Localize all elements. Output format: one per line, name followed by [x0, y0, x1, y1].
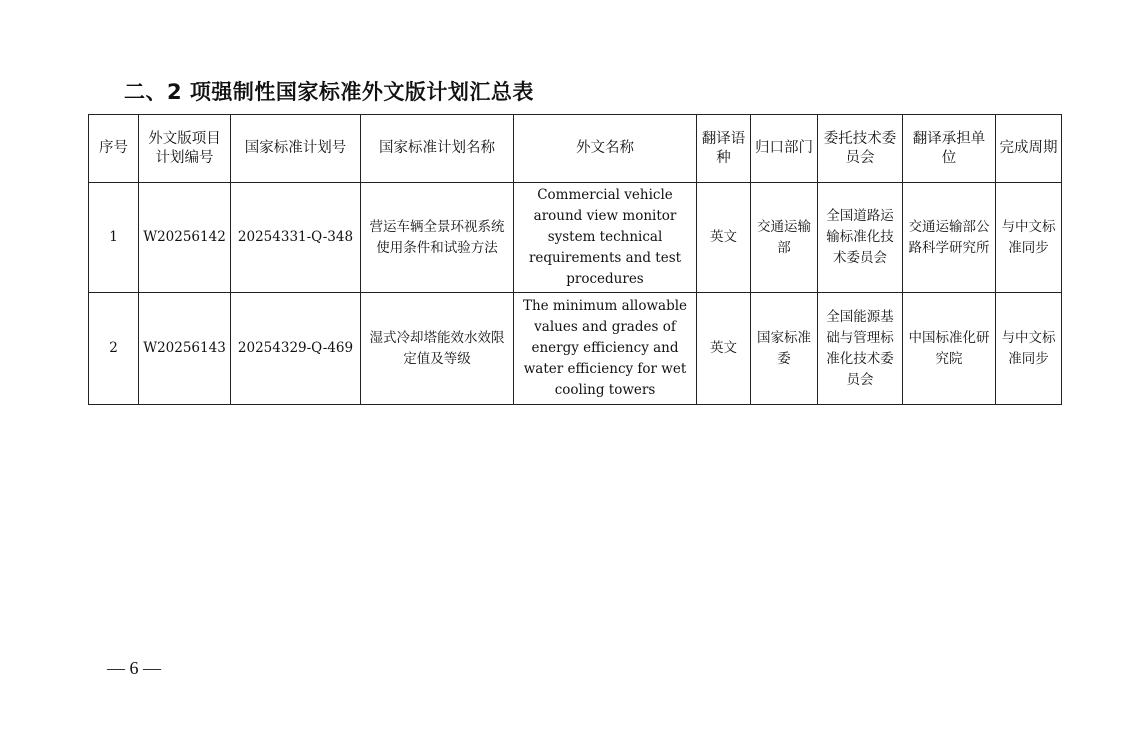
cell-plan-no: 20254331-Q-348: [231, 183, 361, 293]
cell-index: 1: [89, 183, 139, 293]
cell-committee: 全国能源基础与管理标准化技术委员会: [818, 293, 903, 405]
standards-plan-table: [88, 114, 1062, 405]
cell-project-no: W20256142: [139, 183, 231, 293]
cell-name-en: The minimum allowable values and grades of energy efficiency and water efficiency for wet cooling towers: [514, 293, 697, 405]
cell-language: 英文: [697, 293, 751, 405]
cell-department: 国家标准委: [751, 293, 818, 405]
cell-translator: 交通运输部公路科学研究所: [903, 183, 996, 293]
header-name-cn: 国家标准计划名称: [361, 115, 514, 183]
header-project-no: 外文版项目计划编号: [139, 115, 231, 183]
header-department: 归口部门: [751, 115, 818, 183]
header-plan-no: 国家标准计划号: [231, 115, 361, 183]
cell-name-cn: 湿式冷却塔能效水效限定值及等级: [361, 293, 514, 405]
cell-plan-no: 20254329-Q-469: [231, 293, 361, 405]
cell-cycle: 与中文标准同步: [996, 183, 1062, 293]
header-name-en: 外文名称: [514, 115, 697, 183]
header-cycle: 完成周期: [996, 115, 1062, 183]
cell-language: 英文: [697, 183, 751, 293]
table-row: [89, 183, 1062, 293]
page-number: — 6 —: [107, 658, 161, 678]
page-title: 二、2 项强制性国家标准外文版计划汇总表: [124, 80, 534, 104]
header-committee: 委托技术委员会: [818, 115, 903, 183]
table-row: [89, 293, 1062, 405]
cell-name-cn: 营运车辆全景环视系统使用条件和试验方法: [361, 183, 514, 293]
cell-cycle: 与中文标准同步: [996, 293, 1062, 405]
header-index: 序号: [89, 115, 139, 183]
cell-project-no: W20256143: [139, 293, 231, 405]
header-translator: 翻译承担单位: [903, 115, 996, 183]
cell-committee: 全国道路运输标准化技术委员会: [818, 183, 903, 293]
table-header-row: [89, 115, 1062, 183]
cell-translator: 中国标准化研究院: [903, 293, 996, 405]
cell-index: 2: [89, 293, 139, 405]
header-language: 翻译语种: [697, 115, 751, 183]
cell-name-en: Commercial vehicle around view monitor system technical requirements and test procedures: [514, 183, 697, 293]
cell-department: 交通运输部: [751, 183, 818, 293]
